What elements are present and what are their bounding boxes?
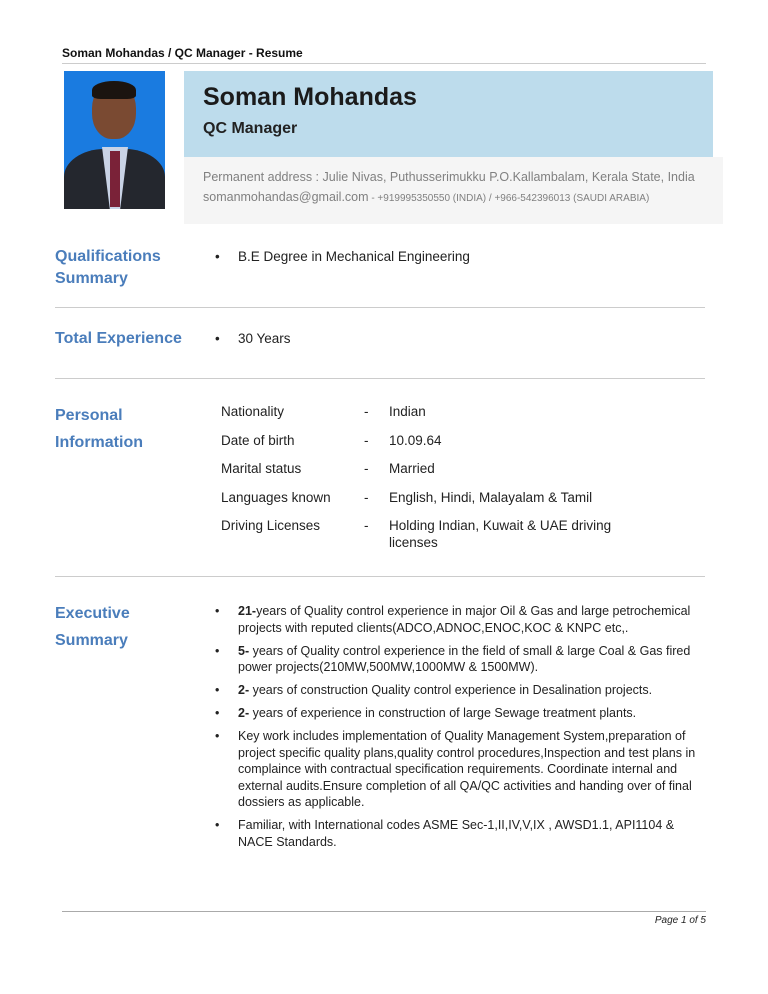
experience-list [215,330,291,347]
table-row [221,403,629,432]
label: Driving Licenses [221,518,321,533]
list-item [215,817,710,850]
value: Indian [389,404,426,419]
contact-box [184,157,723,224]
name-banner [184,71,713,157]
separator: - [364,461,369,476]
page-number: Page 1 of 5 [654,915,706,926]
list-item [215,643,710,676]
list-item [215,682,710,699]
separator: - [364,518,369,533]
separator: - [364,489,369,505]
qualifications-list [215,248,470,265]
personal-info-table [221,403,629,551]
table-row [221,460,629,489]
executive-title: Executive Summary [55,605,130,649]
table-row [221,517,629,551]
separator: - [364,432,369,448]
value: 10.09.64 [389,432,442,448]
list-item: • B.E Degree in Mechanical Engineering [215,248,470,265]
highlight: 2- [238,706,250,720]
email: somanmohandas@gmail.com [203,190,369,204]
header-divider [62,63,706,64]
highlight: 5- [238,643,250,658]
divider [55,307,705,308]
table-row [221,432,629,461]
list-item [215,603,710,636]
highlight: 2- [238,683,250,697]
personal-title: Personal Information [55,407,143,451]
footer-divider [62,911,706,912]
separator: - [364,404,369,419]
candidate-name: Soman Mohandas [203,83,417,111]
value: Holding Indian, Kuwait & UAE driving licenses [389,518,612,550]
value: English, Hindi, Malayalam & Tamil [389,489,593,505]
qualifications-title: Qualifications Summary [55,248,161,287]
list-item [215,728,710,811]
experience-title: Total Experience [55,330,182,347]
divider [55,576,705,577]
label: Marital status [221,461,302,476]
item-text: Familiar, with International codes ASME Sec-1,II,IV,V,IX , AWSD1.1, API1104 & NACE Standards. [238,818,675,849]
list-item [215,705,710,722]
document-header: Soman Mohandas / QC Manager - Resume [62,46,303,60]
executive-list [215,603,710,857]
address: Permanent address : Julie Nivas, Puthusserimukku P.O.Kallambalam, Kerala State, India [203,170,695,184]
label: Nationality [221,404,285,419]
label: Date of birth [221,432,295,448]
item-text: years of Quality control experience in major Oil & Gas and large petrochemical projects with reputed clients(ADCO,ADNOC,ENOC,KOC & KNPC etc,. [238,604,691,635]
profile-photo [64,71,165,209]
value: Married [389,461,435,476]
divider [55,378,705,379]
phones: - +919995350550 (INDIA) / +966-542396013 (SAUDI ARABIA) [368,193,650,204]
label: Languages known [221,489,331,505]
table-row [221,489,629,518]
item-text: years of experience in construction of large Sewage treatment plants. [249,706,637,720]
list-item: • 30 Years [215,330,291,347]
item-text: years of Quality control experience in the field of small & large Coal & Gas fired power projects(210MW,500MW,1000MW & 1500MW). [238,643,691,674]
item-text: Key work includes implementation of Quality Management System,preparation of project specific quality plans,quality control procedures,Inspection and test plans in complaince with contractual specification requirements. Coordinate internal and external audits.Ensure completion of all QA/QC activities and handing over of final dossiers as applicable. [238,729,696,809]
candidate-role: QC Manager [203,120,298,137]
highlight: 21- [238,604,257,618]
item-text: years of construction Quality control experience in Desalination projects. [249,683,653,697]
